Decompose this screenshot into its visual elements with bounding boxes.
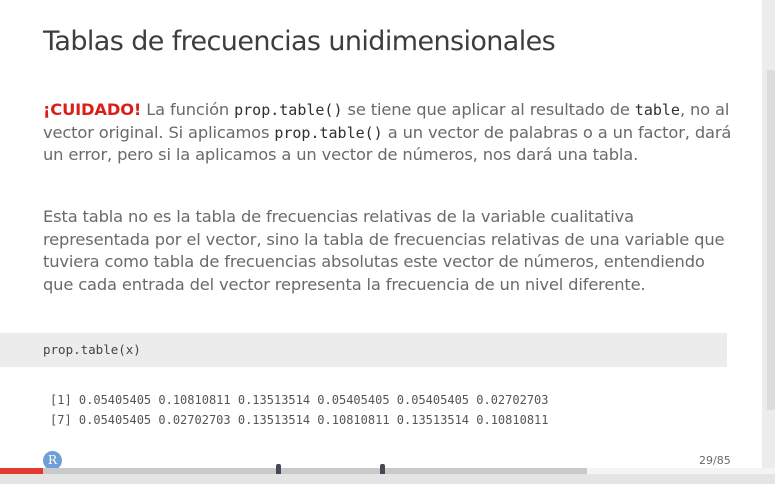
inline-code: prop.table()	[274, 123, 383, 142]
paragraph-text: La función	[141, 100, 235, 119]
r-logo-icon: R	[43, 451, 62, 470]
code-line: prop.table(x)	[43, 342, 141, 357]
inline-code: prop.table()	[234, 101, 343, 119]
slide-title: Tablas de frecuencias unidimensionales	[43, 26, 556, 57]
warning-label: ¡CUIDADO!	[43, 100, 142, 119]
output-line-2: [7] 0.05405405 0.02702703 0.13513514 0.10810811 0.13513514 0.10810811	[50, 413, 549, 427]
player-bottom	[0, 474, 775, 484]
output-line-1: [1] 0.05405405 0.10810811 0.13513514 0.05405405 0.05405405 0.02702703	[50, 393, 549, 407]
side-scroll-shade	[767, 70, 775, 410]
paragraph-text: se tiene que aplicar al resultado de	[342, 100, 635, 119]
paragraph-text: a un vector de palabras o a un factor, dará un error, pero si la aplicamos a un vector de números, nos dará una tabla.	[43, 122, 732, 165]
code-block	[0, 333, 727, 367]
explanation-paragraph: Esta tabla no es la tabla de frecuencias relativas de la variable cualitativa representada por el vector, sino la tabla de frecuencias relativas de una variable que tuviera como tabla de frecuencias absolutas este vector de números, entendiendo que cada entrada del vector representa la frecuencia de un nivel diferente.	[43, 207, 725, 294]
paragraph-text: , no al vector original. Si aplicamos	[43, 100, 730, 142]
page-number: 29/85	[699, 454, 731, 467]
side-scroll-strip	[762, 0, 775, 484]
inline-code: table	[634, 101, 680, 119]
warning-paragraph	[43, 99, 733, 167]
code-output	[50, 390, 549, 430]
